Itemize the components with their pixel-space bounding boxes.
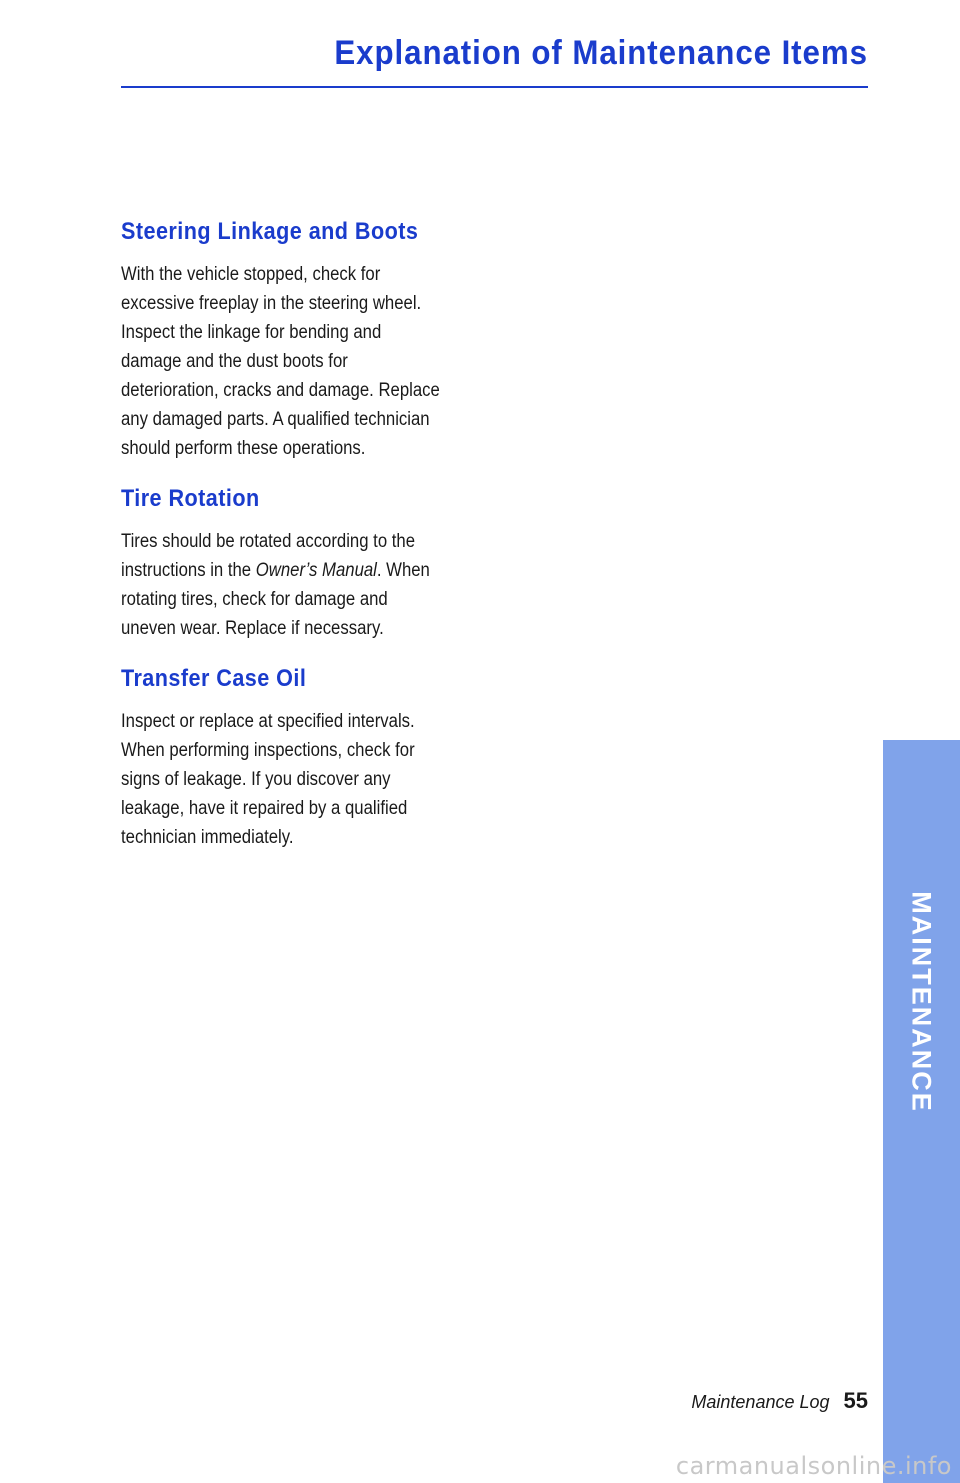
- body-line: With the vehicle stopped, check for: [121, 264, 381, 285]
- section-body: [121, 260, 481, 463]
- body-text: . When: [376, 560, 430, 581]
- body-line: [121, 556, 438, 585]
- body-line: When performing inspections, check for: [121, 740, 415, 761]
- body-line: excessive freeplay in the steering wheel.: [121, 293, 422, 314]
- section-tire-rotation: [121, 481, 481, 643]
- body-line: technician immediately.: [121, 827, 294, 848]
- body-line: Tires should be rotated according to the: [121, 531, 416, 552]
- maintenance-side-tab: [883, 740, 960, 1483]
- section-body: [121, 527, 481, 643]
- footer-label: Maintenance Log: [691, 1392, 830, 1412]
- body-line: signs of leakage. If you discover any: [121, 769, 391, 790]
- section-transfer-case-oil: [121, 661, 481, 852]
- section-heading: Steering Linkage and Boots: [121, 218, 419, 245]
- body-line: deterioration, cracks and damage. Replace: [121, 380, 440, 401]
- body-line: Inspect or replace at specified intervals.: [121, 711, 415, 732]
- page-number: 55: [843, 1388, 868, 1413]
- watermark: carmanualsonline.info: [675, 1452, 952, 1480]
- page-title: Explanation of Maintenance Items: [334, 34, 868, 72]
- owners-manual-reference: Owner’s Manual: [255, 560, 377, 581]
- body-line: Inspect the linkage for bending and: [121, 322, 382, 343]
- section-steering-linkage: [121, 214, 481, 463]
- main-content: [121, 214, 481, 870]
- section-heading: Tire Rotation: [121, 485, 260, 512]
- page-footer: [691, 1388, 868, 1414]
- body-line: uneven wear. Replace if necessary.: [121, 618, 384, 639]
- side-tab-label: MAINTENANCE: [906, 891, 937, 1113]
- body-line: damage and the dust boots for: [121, 351, 348, 372]
- section-body: [121, 707, 481, 852]
- body-line: leakage, have it repaired by a qualified: [121, 798, 408, 819]
- section-heading: Transfer Case Oil: [121, 665, 307, 692]
- body-line: any damaged parts. A qualified technician: [121, 409, 430, 430]
- title-divider: [121, 86, 868, 88]
- body-line: rotating tires, check for damage and: [121, 589, 388, 610]
- body-line: should perform these operations.: [121, 438, 366, 459]
- body-text: instructions in the: [121, 560, 256, 581]
